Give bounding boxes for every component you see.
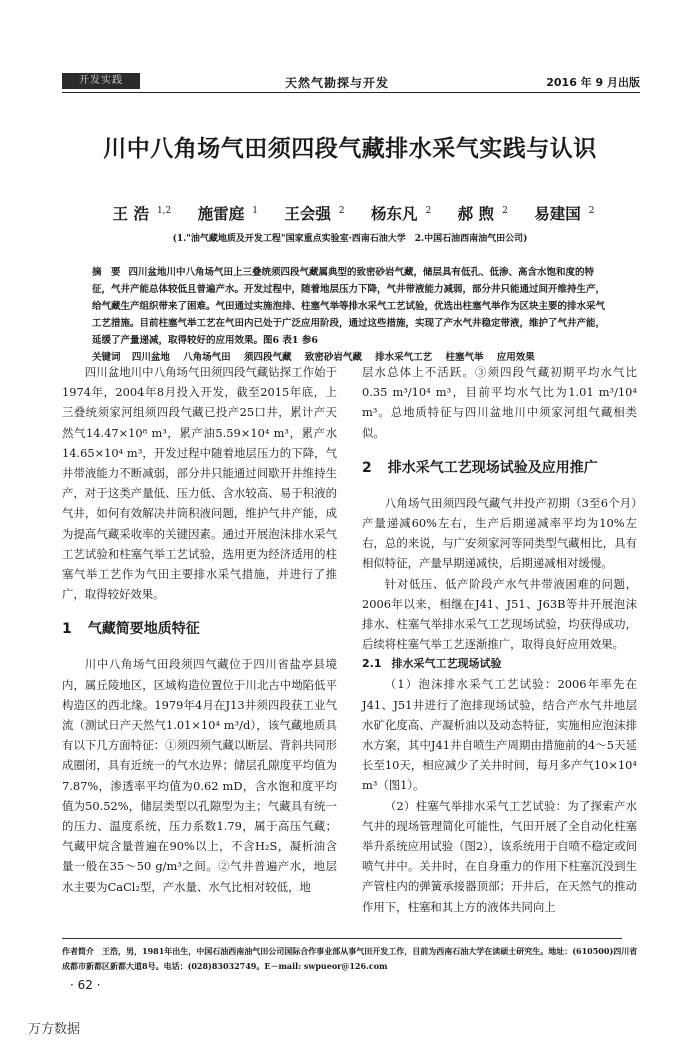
abstract-label: 摘 要: [92, 267, 121, 278]
author-affil-mark: 2: [502, 205, 508, 216]
author-list: [60, 202, 640, 224]
section-1-paragraph: 川中八角场气田段须四气藏位于四川省盐亭县境内，属丘陵地区，区域构造位置位于川北古中坳陷低平构造区的西北缘。1979年4月在J13井须四段获工业气流（测试日产天然气1.01×10⁴ m³/d），该气藏地质具有以下几方面特征：①须四须气藏以断层、背斜共同形成圈闭，具有近统一的气水边界；储层孔隙度平均值为7.87%，渗透率平均值为0.62 mD，含水饱和度平均值为50.52%，储层类型以孔隙型为主；气藏具有统一的压力、温度系统，压力系数1.79，属于高压气藏；气藏甲烷含量普遍在90%以上，不含H₂S，凝析油含量一般在35～50 g/m³之间。②气井普遍产水，地层水主要为CaCl₂型，产水量、水气比相对较低，地: [62, 657, 337, 894]
continued-paragraph: 层水总体上不活跃。③须四段气藏初期平均水气比0.35 m³/10⁴ m³，目前平均水气比为1.01 m³/10⁴ m³。总地质特征与四川盆地川中须家河组气藏相类似。: [362, 365, 637, 440]
section-badge: 开发实践: [62, 73, 140, 89]
author-affil-mark: 1: [252, 205, 258, 216]
author-name: 郝 煦: [457, 204, 495, 223]
section-2-paragraph: 针对低压、低产阶段产水气井带液困难的问题，2006年以来，相继在J41、J51、J63B等井开展泡沫排水、柱塞气举排水采气工艺现场试验，均获得成功，后续将柱塞气举工艺逐渐推广，取得良好应用效果。: [362, 576, 637, 652]
source-watermark: 万方数据: [28, 1022, 81, 1037]
author: [106, 204, 172, 223]
keyword: 柱塞气举: [445, 352, 484, 363]
author-name: 杨东凡: [371, 204, 418, 223]
header-rule: [62, 92, 640, 93]
footnote-rule: [62, 938, 622, 939]
author-name: 易建国: [534, 204, 581, 223]
journal-name: 天然气勘探与开发: [285, 76, 390, 90]
subsection-number: 2.1: [362, 657, 382, 671]
article-title: 川中八角场气田须四段气藏排水采气实践与认识: [103, 136, 597, 162]
body-column-right: [362, 362, 637, 917]
body-column-left: [62, 362, 337, 897]
keywords-label: 关键词: [92, 352, 121, 363]
author-affil-mark: 2: [338, 205, 345, 216]
affiliation: (1."油气藏地质及开发工程"国家重点实验室·西南石油大学 2.中国石油西南油气田公司): [172, 234, 528, 244]
keyword: 应用效果: [496, 352, 535, 363]
section-heading-1: [62, 618, 337, 640]
abstract-text: 四川盆地川中八角场气田上三叠统须四段气藏属典型的致密砂岩气藏，储层具有低孔、低渗、高含水饱和度的特征，气井产能总体较低且普遍产水。开发过程中，随着地层压力下降，气井带液能力减弱，部分井只能通过间开维持生产，给气藏生产组织带来了困难。气田通过实施泡排、柱塞气举等排水采气工艺试验，优选出柱塞气举作为区块主要的排水采气工艺措施。目前柱塞气举工艺在气田内已处于广泛应用阶段，通过这些措施，实现了产水气井稳定带液，维护了气井产能，延缓了产量递减，取得较好的应用效果。图6 表1 参6: [92, 267, 606, 346]
author-name: 王会强: [284, 204, 331, 223]
author: [527, 204, 594, 223]
keyword: 须四段气藏: [243, 352, 292, 363]
subsection-heading-2-1: [362, 654, 637, 674]
subsection-paragraph: （1）泡沫排水采气工艺试验：2006年率先在J41、J51井进行了泡排现场试验，结合产水气井地层水矿化度高、产凝析油以及动态特征，实施相应泡沫排水方案，其中J41井自喷生产周期由措施前的4～5天延长至10天，相应减少了关井时间，每月多产气10×10⁴ m³（图1）。: [362, 677, 637, 793]
keyword: 四川盆地: [131, 352, 170, 363]
section-title: 气藏简要地质特征: [87, 621, 200, 638]
section-heading-2: [362, 457, 637, 479]
author-affil-mark: 2: [425, 205, 432, 216]
footnote-text: 王浩，男，1981年出生，中国石油西南油气田公司国际合作事业部从事气田开发工作，目前为西南石油大学在读硕士研究生。地址：(610500)四川省成都市新都区新都大道8号。电话：(028)83032749。E－mail: swpueor@126.com: [62, 946, 638, 971]
author-name: 王 浩: [112, 204, 149, 223]
abstract: [92, 264, 610, 366]
subsection-paragraph: （2）柱塞气举排水采气工艺试验：为了探索产水气井的现场管理简化可能性，气田开展了全自动化柱塞举升系统应用试验（图2），该系统用于自喷不稳定或间喷气井中。关井时，在自身重力的作用下柱塞沉没到生产管柱内的弹簧承接器顶部；开井后，在天然气的推动作用下，柱塞和其上方的液体共同向上: [362, 798, 637, 914]
keyword: 排水采气工艺: [375, 352, 433, 363]
author: [191, 204, 258, 223]
footnote-label: 作者简介: [62, 946, 94, 956]
author: [364, 204, 431, 223]
issue-date: 2016 年 9 月出版: [546, 76, 640, 89]
abstract-body: [92, 264, 610, 349]
keyword: 致密砂岩气藏: [304, 352, 362, 363]
author-affil-mark: 2: [588, 205, 595, 216]
section-number: 2: [362, 459, 372, 476]
section-number: 1: [62, 621, 72, 638]
subsection-title: 排水采气工艺现场试验: [391, 657, 502, 671]
author-affil-mark: 1,2: [156, 205, 172, 216]
intro-paragraph: 四川盆地川中八角场气田须四段气藏钻探工作始于1974年，2004年8月投入开发，截至2015年底，上三叠统须家河组须四段气藏已投产25口井，累计产天然气14.47×10⁸ m³，累产油5.59×10⁴ m³，累产水14.65×10⁴ m³，开发过程中随着地层压力的下降，气井带液能力不断减弱，部分井只能通过间歇开井维持生产，对于这类产量低、压力低、含水较高、易于积液的气井，如何有效解决井筒积液问题，维护气井产能，成为提高气藏采收率的关键因素。通过开展泡沫排水采气工艺试验和柱塞气举工艺试验，选用更为经济适用的柱塞气举工艺作为气田主要排水采气措施，并进行了推广，取得较好效果。: [62, 365, 337, 602]
author-footnote: [62, 944, 640, 974]
author-name: 施雷庭: [197, 204, 245, 223]
page-number: · 62 ·: [70, 978, 101, 992]
author: [451, 204, 508, 223]
section-2-paragraph: 八角场气田须四段气藏气井投产初期（3至6个月）产量递减60%左右，生产后期递减率平均为10%左右，总的来说，与广安须家河等同类型气藏相比，具有相似特征，产量早期递减快，后期递减相对缓慢。: [362, 495, 637, 571]
keyword: 八角场气田: [183, 352, 231, 363]
author: [277, 204, 344, 223]
section-title: 排水采气工艺现场试验及应用推广: [387, 459, 598, 476]
